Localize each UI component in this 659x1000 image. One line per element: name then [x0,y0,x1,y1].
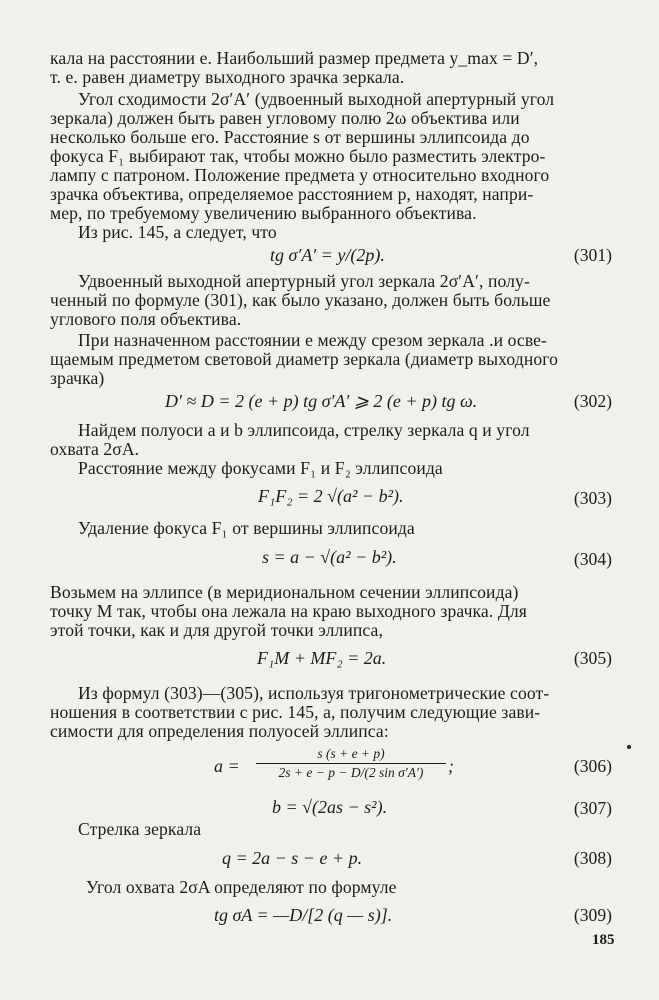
text-line: ношения в соответствии с рис. 145, a, получим следующие зави- [50,702,541,722]
page-number: 185 [592,932,615,948]
text-line: кала на расстоянии e. Наибольший размер предмета y_max = D′, [50,48,539,68]
text-line: Расстояние между фокусами F₁ и F₂ эллипсоида [78,458,443,478]
text-line: зрачка объектива, определяемое расстоянием p, находят, напри- [50,184,534,204]
print-speck [627,745,631,749]
text-line: лампу с патроном. Положение предмета y относительно входного [50,165,550,185]
equation-303: F₁F₂ = 2 √(a² − b²). [258,486,404,506]
text-line: щаемым предметом световой диаметр зеркала (диаметр выходного [50,349,559,369]
text-line: Возьмем на эллипсе (в меридиональном сечении эллипсоида) [50,582,519,602]
equation-306-tail: ; [448,756,454,776]
text-line: ченный по формуле (301), как было указано, должен быть больше [50,290,551,310]
equation-number: (302) [573,391,612,411]
text-line: зрачка) [50,368,105,388]
text-line: Удаление фокуса F₁ от вершины эллипсоида [78,518,415,538]
text-line: Удвоенный выходной апертурный угол зеркала 2σ′A′, полу- [78,271,530,291]
text-line: Стрелка зеркала [78,819,202,839]
text-line: мер, по требуемому увеличению выбранного объектива. [50,203,477,223]
equation-302: D′ ≈ D = 2 (e + p) tg σ′A′ ⩾ 2 (e + p) tg ω. [165,391,478,411]
text-line: несколько больше его. Расстояние s от вершины эллипсоида до [50,127,530,147]
text-line: Из рис. 145, a следует, что [78,222,277,242]
equation-305: F₁M + MF₂ = 2a. [257,648,387,668]
fraction-bar [256,763,446,764]
equation-number: (303) [573,488,612,508]
equation-number: (306) [573,756,612,776]
equation-number: (301) [573,245,612,265]
equation-309: tg σA = —D/[2 (q — s)]. [214,905,393,925]
text-line: симости для определения полуосей эллипса: [50,721,389,741]
equation-304: s = a − √(a² − b²). [262,547,397,567]
text-line: углового поля объектива. [50,309,242,329]
equation-306-fraction [256,746,446,781]
text-line: фокуса F₁ выбирают так, чтобы можно было разместить электро- [50,146,546,166]
text-line: т. е. равен диаметру выходного зрачка зеркала. [50,67,405,87]
equation-308: q = 2a − s − e + p. [222,848,363,868]
equation-number: (308) [573,848,612,868]
equation-number: (305) [573,648,612,668]
text-line: зеркала) должен быть равен угловому полю 2ω объектива или [50,108,520,128]
equation-number: (309) [573,905,612,925]
text-line: охвата 2σA. [50,439,140,459]
equation-301: tg σ′A′ = y/(2p). [270,245,385,265]
text-line: этой точки, как и для другой точки эллипса, [50,620,383,640]
text-line: Угол охвата 2σA определяют по формуле [86,877,397,897]
equation-number: (307) [573,798,612,818]
equation-307: b = √(2as − s²). [272,797,388,817]
fraction-denominator: 2s + e − p − D/(2 sin σ′A′) [278,765,424,780]
equation-number: (304) [573,549,612,569]
equation-306-lhs: a = [214,756,240,776]
text-line: Найдем полуоси a и b эллипсоида, стрелку зеркала q и угол [78,420,530,440]
text-line: точку M так, чтобы она лежала на краю выходного зрачка. Для [50,601,527,621]
text-line: При назначенном расстоянии e между срезом зеркала .и осве- [78,330,548,350]
text-line: Из формул (303)—(305), используя тригонометрические соот- [78,683,550,703]
fraction-numerator: s (s + e + p) [317,746,385,761]
text-line: Угол сходимости 2σ′A′ (удвоенный выходной апертурный угол [78,89,555,109]
